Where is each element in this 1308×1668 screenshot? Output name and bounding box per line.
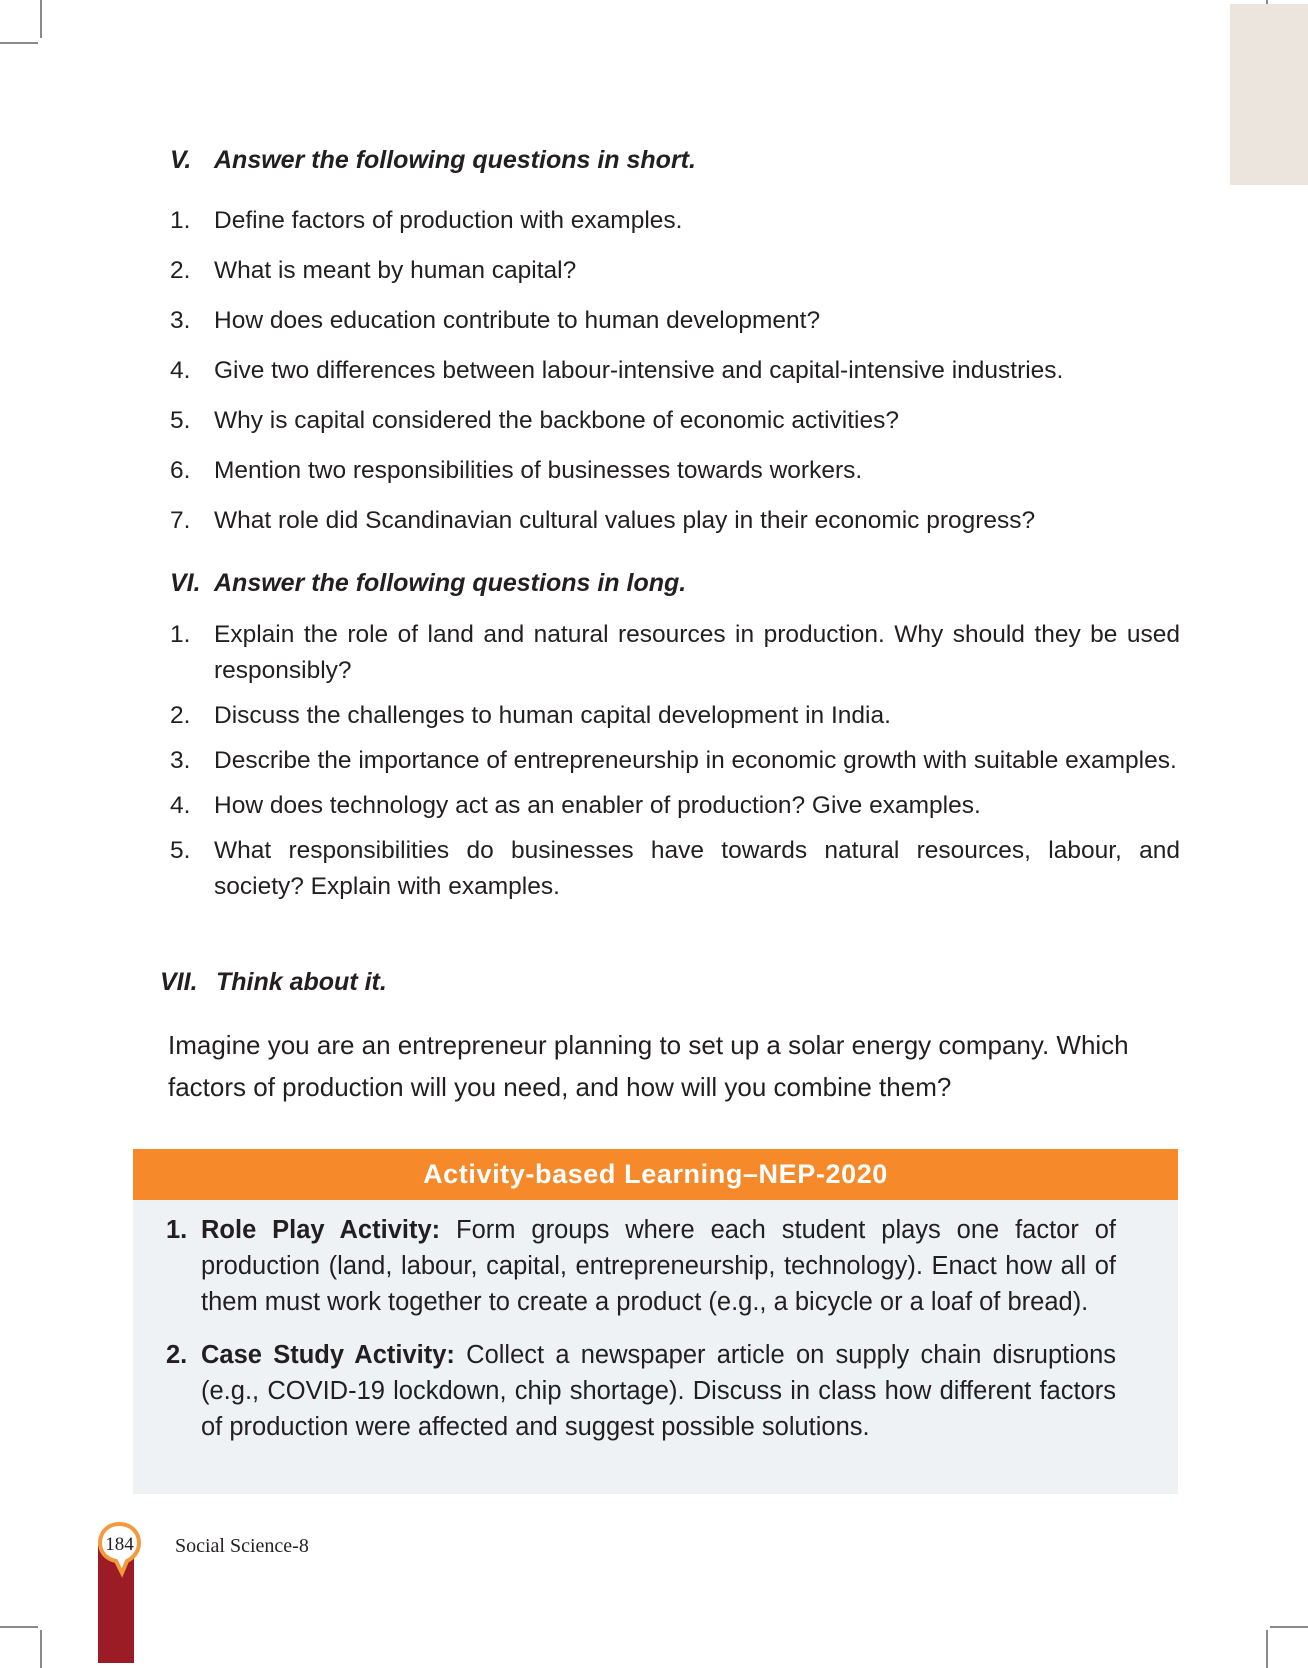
list-item: 3. How does education contribute to human development?: [170, 307, 821, 334]
list-item: 3. Describe the importance of entrepreneurship in economic growth with suitable examples.: [170, 747, 1177, 774]
list-item: 2. What is meant by human capital?: [170, 257, 577, 284]
section-vii-title: Think about it.: [216, 968, 387, 996]
list-item: 7. What role did Scandinavian cultural values play in their economic progress?: [170, 507, 1036, 534]
list-item: 5. Why is capital considered the backbone of economic activities?: [170, 407, 899, 434]
section-v-numeral: V.: [170, 146, 192, 174]
page-number-marker: [98, 1521, 148, 1663]
list-item: 1. Define factors of production with examples.: [170, 207, 683, 234]
section-vi-title: Answer the following questions in long.: [214, 569, 687, 597]
crop-mark: [1270, 1626, 1308, 1628]
list-item: 1. Role Play Activity: Form groups where each student plays one factor of production (land, labour, capital, entrepreneurship, technology). Enact how all of them must work together to create a product (e.g., a bicycle or a loaf of bread).: [166, 1216, 1117, 1316]
list-item: 2. Case Study Activity: Collect a newspaper article on supply chain disruptions (e.g., COVID-19 lockdown, chip shortage). Discuss in class how different factors of production were affected and suggest possible solutions.: [166, 1341, 1117, 1441]
chapter-side-tab: [1230, 4, 1308, 185]
section-v-title: Answer the following questions in short.: [214, 146, 696, 174]
footer-book-title: Social Science-8: [175, 1535, 309, 1557]
crop-mark: [40, 1630, 42, 1668]
list-item: 6. Mention two responsibilities of businesses towards workers.: [170, 457, 863, 484]
think-about-it-text: Imagine you are an entrepreneur planning to set up a solar energy company. Which factors of production will you need, and how will you combine them?: [168, 1030, 1129, 1102]
list-item: 5. What responsibilities do businesses have towards natural resources, labour, and society? Explain with examples.: [170, 837, 1180, 900]
crop-mark: [1266, 1630, 1268, 1668]
activity-label: Case Study Activity:: [201, 1341, 455, 1369]
activity-list: [166, 1212, 1116, 1462]
section-v-questions: [170, 203, 1180, 553]
section-v-heading: [170, 146, 696, 175]
crop-mark: [40, 0, 42, 38]
crop-mark: [0, 1626, 38, 1628]
list-item: 2. Discuss the challenges to human capital development in India.: [170, 702, 891, 729]
section-vi-questions: [170, 617, 1180, 914]
list-item: 4. How does technology act as an enabler of production? Give examples.: [170, 792, 981, 819]
section-vii-numeral: VII.: [160, 968, 198, 996]
section-vi-numeral: VI.: [170, 569, 201, 597]
activity-title: Activity-based Learning–NEP-2020: [133, 1149, 1178, 1200]
section-vi-heading: [170, 569, 686, 598]
list-item: 1. Explain the role of land and natural resources in production. Why should they be used responsibly?: [170, 621, 1180, 684]
page-number: 184: [105, 1534, 134, 1555]
section-vii-heading: [160, 968, 387, 997]
activity-label: Role Play Activity:: [201, 1216, 441, 1244]
crop-mark: [0, 42, 38, 44]
list-item: 4. Give two differences between labour-intensive and capital-intensive industries.: [170, 357, 1064, 384]
